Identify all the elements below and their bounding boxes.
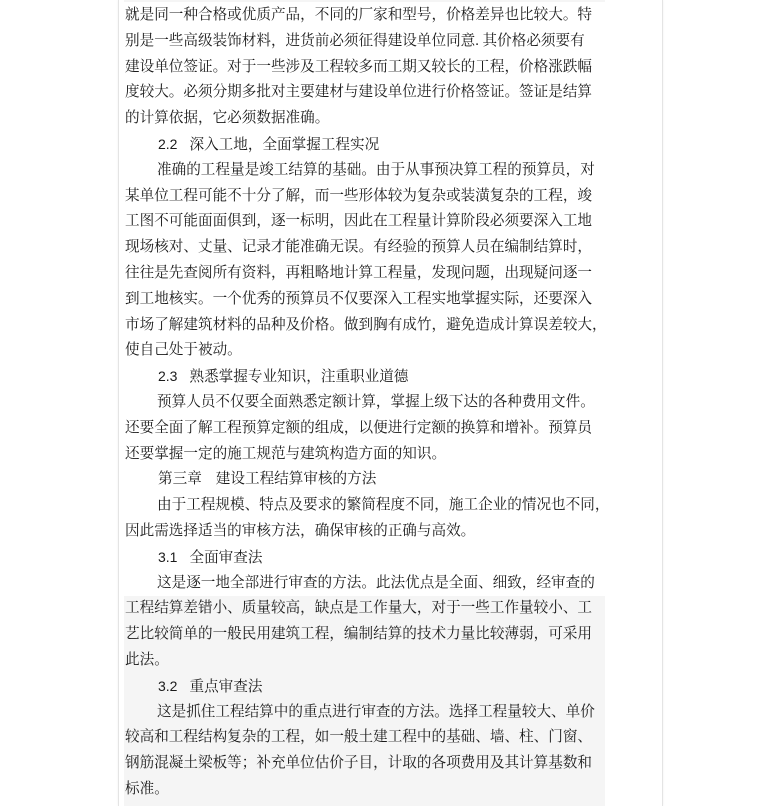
paragraph-first-line: 由于工程规模、特点及要求的繁简程度不同，施工企业的情况也不同， [157, 497, 610, 514]
paragraph-line: 市场了解建筑材料的品种及价格。做到胸有成竹，避免造成计算误差较大， [125, 316, 607, 333]
section-heading [125, 674, 605, 700]
paragraph-line: 较高和工程结构复杂的工程，如一般土建工程中的基础、墙、柱、门窗、 [125, 729, 593, 746]
paragraph-line: 某单位工程可能不十分了解，而一些形体较为复杂或装潢复杂的工程，竣 [125, 187, 593, 204]
paragraph-first-line: 准确的工程量是竣工结算的基础。由于从事预决算工程的预算员，对 [157, 161, 595, 178]
paragraph-line: 钢筋混凝土梁板等；补充单位估价子目，计取的各项费用及其计算基数和 [125, 755, 593, 772]
paragraph-line: 的计算依据，它必须数据准确。 [125, 110, 330, 127]
paragraph-line: 还要全面了解工程预算定额的组成，以便进行定额的换算和增补。预算员 [125, 419, 593, 436]
paragraph-first-line: 这是抓住工程结算中的重点进行审查的方法。选择工程量较大、单价 [157, 703, 595, 720]
paragraph-line: 现场核对、丈量、记录才能准确无误。有经验的预算人员在编制结算时， [125, 239, 593, 256]
section-heading [125, 545, 605, 571]
paragraph-line: 标准。 [125, 780, 169, 797]
paragraph-line: 使自己处于被动。 [125, 342, 242, 359]
chapter-title: 建设工程结算审核的方法 [215, 471, 377, 488]
paragraph-line: 艺比较简单的一般民用建筑工程，编制结算的技术力量比较薄弱，可采用 [125, 626, 593, 643]
section-title: 全面审查法 [189, 549, 263, 566]
section-number: 3.1 [158, 548, 178, 565]
section-number: 3.2 [158, 677, 178, 694]
paragraph-line: 此法。 [125, 651, 169, 668]
paragraph-line: 往往是先查阅所有资料，再粗略地计算工程量，发现问题，出现疑问逐一 [125, 264, 593, 281]
paragraph-line: 建设单位签证。对于一些涉及工程较多而工期又较长的工程，价格涨跌幅 [125, 58, 593, 75]
section-title: 重点审查法 [189, 678, 263, 695]
section-heading [125, 364, 605, 390]
highlight-band [124, 0, 605, 2]
section-number: 2.2 [158, 135, 178, 152]
paragraph-first-line: 预算人员不仅要全面熟悉定额计算，掌握上级下达的各种费用文件。 [157, 393, 595, 410]
paragraph-line: 因此需选择适当的审核方法，确保审核的正确与高效。 [125, 522, 476, 539]
paragraph-line: 到工地核实。一个优秀的预算员不仅要深入工程实地掌握实际，还要深入 [125, 290, 593, 307]
section-heading [125, 132, 605, 158]
paragraph-first-line: 这是逐一地全部进行审查的方法。此法优点是全面、细致，经审查的 [157, 574, 595, 591]
paragraph-line: 度较大。必须分期多批对主要建材与建设单位进行价格签证。签证是结算 [125, 84, 593, 101]
section-number: 2.3 [158, 368, 178, 385]
paragraph-line: 工图不可能面面俱到，逐一标明，因此在工程量计算阶段必须要深入工地 [125, 213, 593, 230]
paragraph-line: 别是一些高级装饰材料，进货前必须征得建设单位同意. 其价格必须要有 [125, 32, 585, 49]
paragraph-line: 就是同一种合格或优质产品，不同的厂家和型号，价格差异也比较大。特 [125, 7, 593, 23]
section-title: 深入工地，全面掌握工程实况 [189, 136, 380, 153]
chapter-heading [125, 467, 605, 493]
document-body[interactable] [125, 3, 610, 803]
paragraph-line: 还要掌握一定的施工规范与建筑构造方面的知识。 [125, 445, 447, 462]
paragraph-line: 工程结算差错小、质量较高，缺点是工作量大，对于一些工作量较小、工 [125, 600, 593, 617]
chapter-number: 第三章 [158, 471, 202, 488]
section-title: 熟悉掌握专业知识，注重职业道德 [189, 369, 409, 386]
